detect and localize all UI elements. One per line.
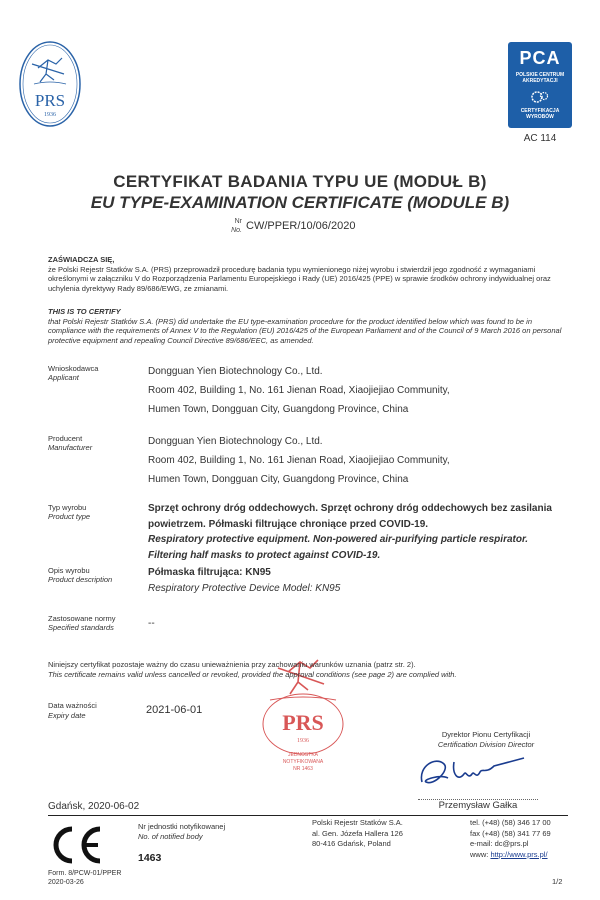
pca-accreditation-logo xyxy=(508,42,572,128)
applicant-line: Humen Town, Dongguan City, Guangdong Province, China xyxy=(148,404,409,415)
product-type-label xyxy=(48,503,138,521)
standards-value: -- xyxy=(148,618,155,629)
stamp-line-3: NR 1463 xyxy=(293,766,313,772)
prs-logo xyxy=(18,40,82,128)
stamp-line-2: NOTYFIKOWANA xyxy=(282,759,324,765)
contact-info xyxy=(470,818,551,860)
notified-body-label-pl: Nr jednostki notyfikowanej xyxy=(138,822,226,831)
product-description-en: Respiratory Protective Device Model: KN95 xyxy=(148,582,341,594)
address-line: al. Gen. Józefa Hallera 126 xyxy=(312,828,403,838)
manufacturer-label xyxy=(48,434,138,452)
certifies-text-pl: że Polski Rejestr Statków S.A. (PRS) przeprowadził procedurę badania typu wymienionego niżej wyrobu i stwierdził jego zgodność z wymaganiami określonymi w załączniku V do Rozporządzenia Parlamentu Europejskiego i Rady (UE) 2016/425 (PPE) w sprawie środków ochrony indywidualnej oraz uchylenia dyrektywy Rady 89/686/EWG, ze zmianami. xyxy=(48,264,551,293)
gear-icon xyxy=(530,90,550,104)
product-description-label-pl: Opis wyrobu xyxy=(48,566,90,575)
product-type-label-en: Product type xyxy=(48,512,91,521)
notified-body-label xyxy=(138,822,225,841)
prs-logo-text: PRS xyxy=(34,91,66,110)
expiry-label xyxy=(48,701,97,720)
page-number: 1/2 xyxy=(552,877,563,886)
applicant-line: Dongguan Yien Biotechnology Co., Ltd. xyxy=(148,366,323,377)
company-address xyxy=(312,818,403,850)
number-label xyxy=(224,217,242,235)
product-type-label-pl: Typ wyrobu xyxy=(48,503,87,512)
validity-pl: Niniejszy certyfikat pozostaje ważny do czasu unieważnienia przy zachowaniu warunków uznania (patrz str. 2). xyxy=(48,660,416,669)
email-address: e-mail: dc@prs.pl xyxy=(470,839,529,848)
accreditation-code: AC 114 xyxy=(523,133,557,144)
validity-en: This certificate remains valid unless cancelled or revoked, provided the approval conditions (see page 2) are complied with. xyxy=(48,669,457,679)
product-description-pl: Półmaska filtrująca: KN95 xyxy=(148,567,271,578)
standards-label xyxy=(48,614,138,632)
expiry-label-pl: Data ważności xyxy=(48,701,97,710)
expiry-date: 2021-06-01 xyxy=(146,704,203,716)
applicant-label xyxy=(48,364,138,382)
notified-body-number: 1463 xyxy=(138,852,162,864)
pca-subtitle-2: AKREDYTACJI xyxy=(522,78,558,84)
certifies-heading-pl: ZAŚWIADCZA SIĘ, xyxy=(48,255,115,264)
certifies-text-en: that Polski Rejestr Statków S.A. (PRS) did undertake the EU type-examination procedure for the product identified below which was found to be in compliance with the requirements of Annex V to the Regulation (EU) 2016/425 of the European Parliament and of the Council of 9 March 2016 on personal protective equipment and repealing Council Directive 89/686/EEC, as amended. xyxy=(48,316,562,345)
address-line: 80-416 Gdańsk, Poland xyxy=(312,839,391,848)
standards-label-pl: Zastosowane normy xyxy=(48,614,116,623)
notified-body-label-en: No. of notified body xyxy=(138,831,203,841)
validity-statement xyxy=(48,660,568,679)
stamp-text: PRS xyxy=(282,710,324,735)
ce-mark-icon xyxy=(50,825,104,865)
fax-number: fax (+48) (58) 341 77 69 xyxy=(470,828,551,838)
certifies-polish xyxy=(48,255,568,293)
website-line xyxy=(470,850,551,861)
manufacturer-line: Room 402, Building 1, No. 161 Jienan Road, Xiaojiejiao Community, xyxy=(148,455,450,466)
phone-number: tel. (+48) (58) 346 17 00 xyxy=(470,818,551,827)
number-label-en: No. xyxy=(231,227,242,234)
footer-divider xyxy=(48,815,568,816)
product-type-value xyxy=(148,501,568,563)
pca-logo-name: PCA xyxy=(519,48,561,68)
certificate-number: CW/PPER/10/06/2020 xyxy=(246,220,356,232)
product-description-label-en: Product description xyxy=(48,575,113,584)
manufacturer-value xyxy=(148,432,568,489)
signatory-title-pl: Dyrektor Pionu Certyfikacji xyxy=(441,730,531,739)
expiry-label-en: Expiry date xyxy=(48,710,86,720)
certifies-english xyxy=(48,307,568,345)
product-type-pl: Sprzęt ochrony dróg oddechowych. Sprzęt ochrony dróg oddechowych bez zasilania powietrzem. Półmaski filtrujące chroniące przed COVID-19. xyxy=(148,503,552,530)
form-identifier xyxy=(48,869,121,887)
applicant-label-en: Applicant xyxy=(48,373,79,382)
certifies-heading-en: THIS IS TO CERTIFY xyxy=(48,307,121,316)
pca-bottom-2: WYROBÓW xyxy=(526,114,554,120)
product-type-en: Respiratory protective equipment. Non-powered air-purifying particle respirator. Filtering half masks to protect against COVID-19. xyxy=(148,534,529,561)
prs-logo-year: 1936 xyxy=(44,112,56,118)
signatory-name: Przemysław Gałka xyxy=(438,800,518,811)
form-id-line-1: Form. 8/PCW-01/PPER xyxy=(48,870,122,877)
stamp-year: 1936 xyxy=(297,738,309,744)
product-description-value xyxy=(148,565,568,596)
form-id-line-2: 2020-03-26 xyxy=(48,879,84,886)
pca-subtitle-1: POLSKIE CENTRUM xyxy=(515,72,565,78)
pca-bottom-1: CERTYFIKACJA xyxy=(520,108,560,114)
product-description-label xyxy=(48,566,138,584)
applicant-value xyxy=(148,362,568,419)
handwritten-signature xyxy=(414,752,534,794)
signatory-title xyxy=(396,730,576,749)
address-line: Polski Rejestr Statków S.A. xyxy=(312,818,403,827)
signatory-title-en: Certification Division Director xyxy=(437,739,535,749)
applicant-line: Room 402, Building 1, No. 161 Jienan Road, Xiaojiejiao Community, xyxy=(148,385,450,396)
manufacturer-label-pl: Producent xyxy=(48,434,83,443)
stamp-line-1: JEDNOSTKA xyxy=(287,752,319,758)
title-polish: CERTYFIKAT BADANIA TYPU UE (MODUŁ B) xyxy=(113,172,487,191)
number-label-pl: Nr xyxy=(234,218,242,225)
title-english: EU TYPE-EXAMINATION CERTIFICATE (MODULE B) xyxy=(90,193,510,212)
manufacturer-line: Dongguan Yien Biotechnology Co., Ltd. xyxy=(148,436,323,447)
website-label: www: xyxy=(470,849,489,859)
place-and-date: Gdańsk, 2020-06-02 xyxy=(48,801,140,812)
website-link[interactable]: http://www.prs.pl/ xyxy=(490,849,548,859)
manufacturer-line: Humen Town, Dongguan City, Guangdong Province, China xyxy=(148,474,409,485)
standards-label-en: Specified standards xyxy=(48,623,114,632)
applicant-label-pl: Wnioskodawca xyxy=(48,364,99,373)
manufacturer-label-en: Manufacturer xyxy=(48,443,93,452)
